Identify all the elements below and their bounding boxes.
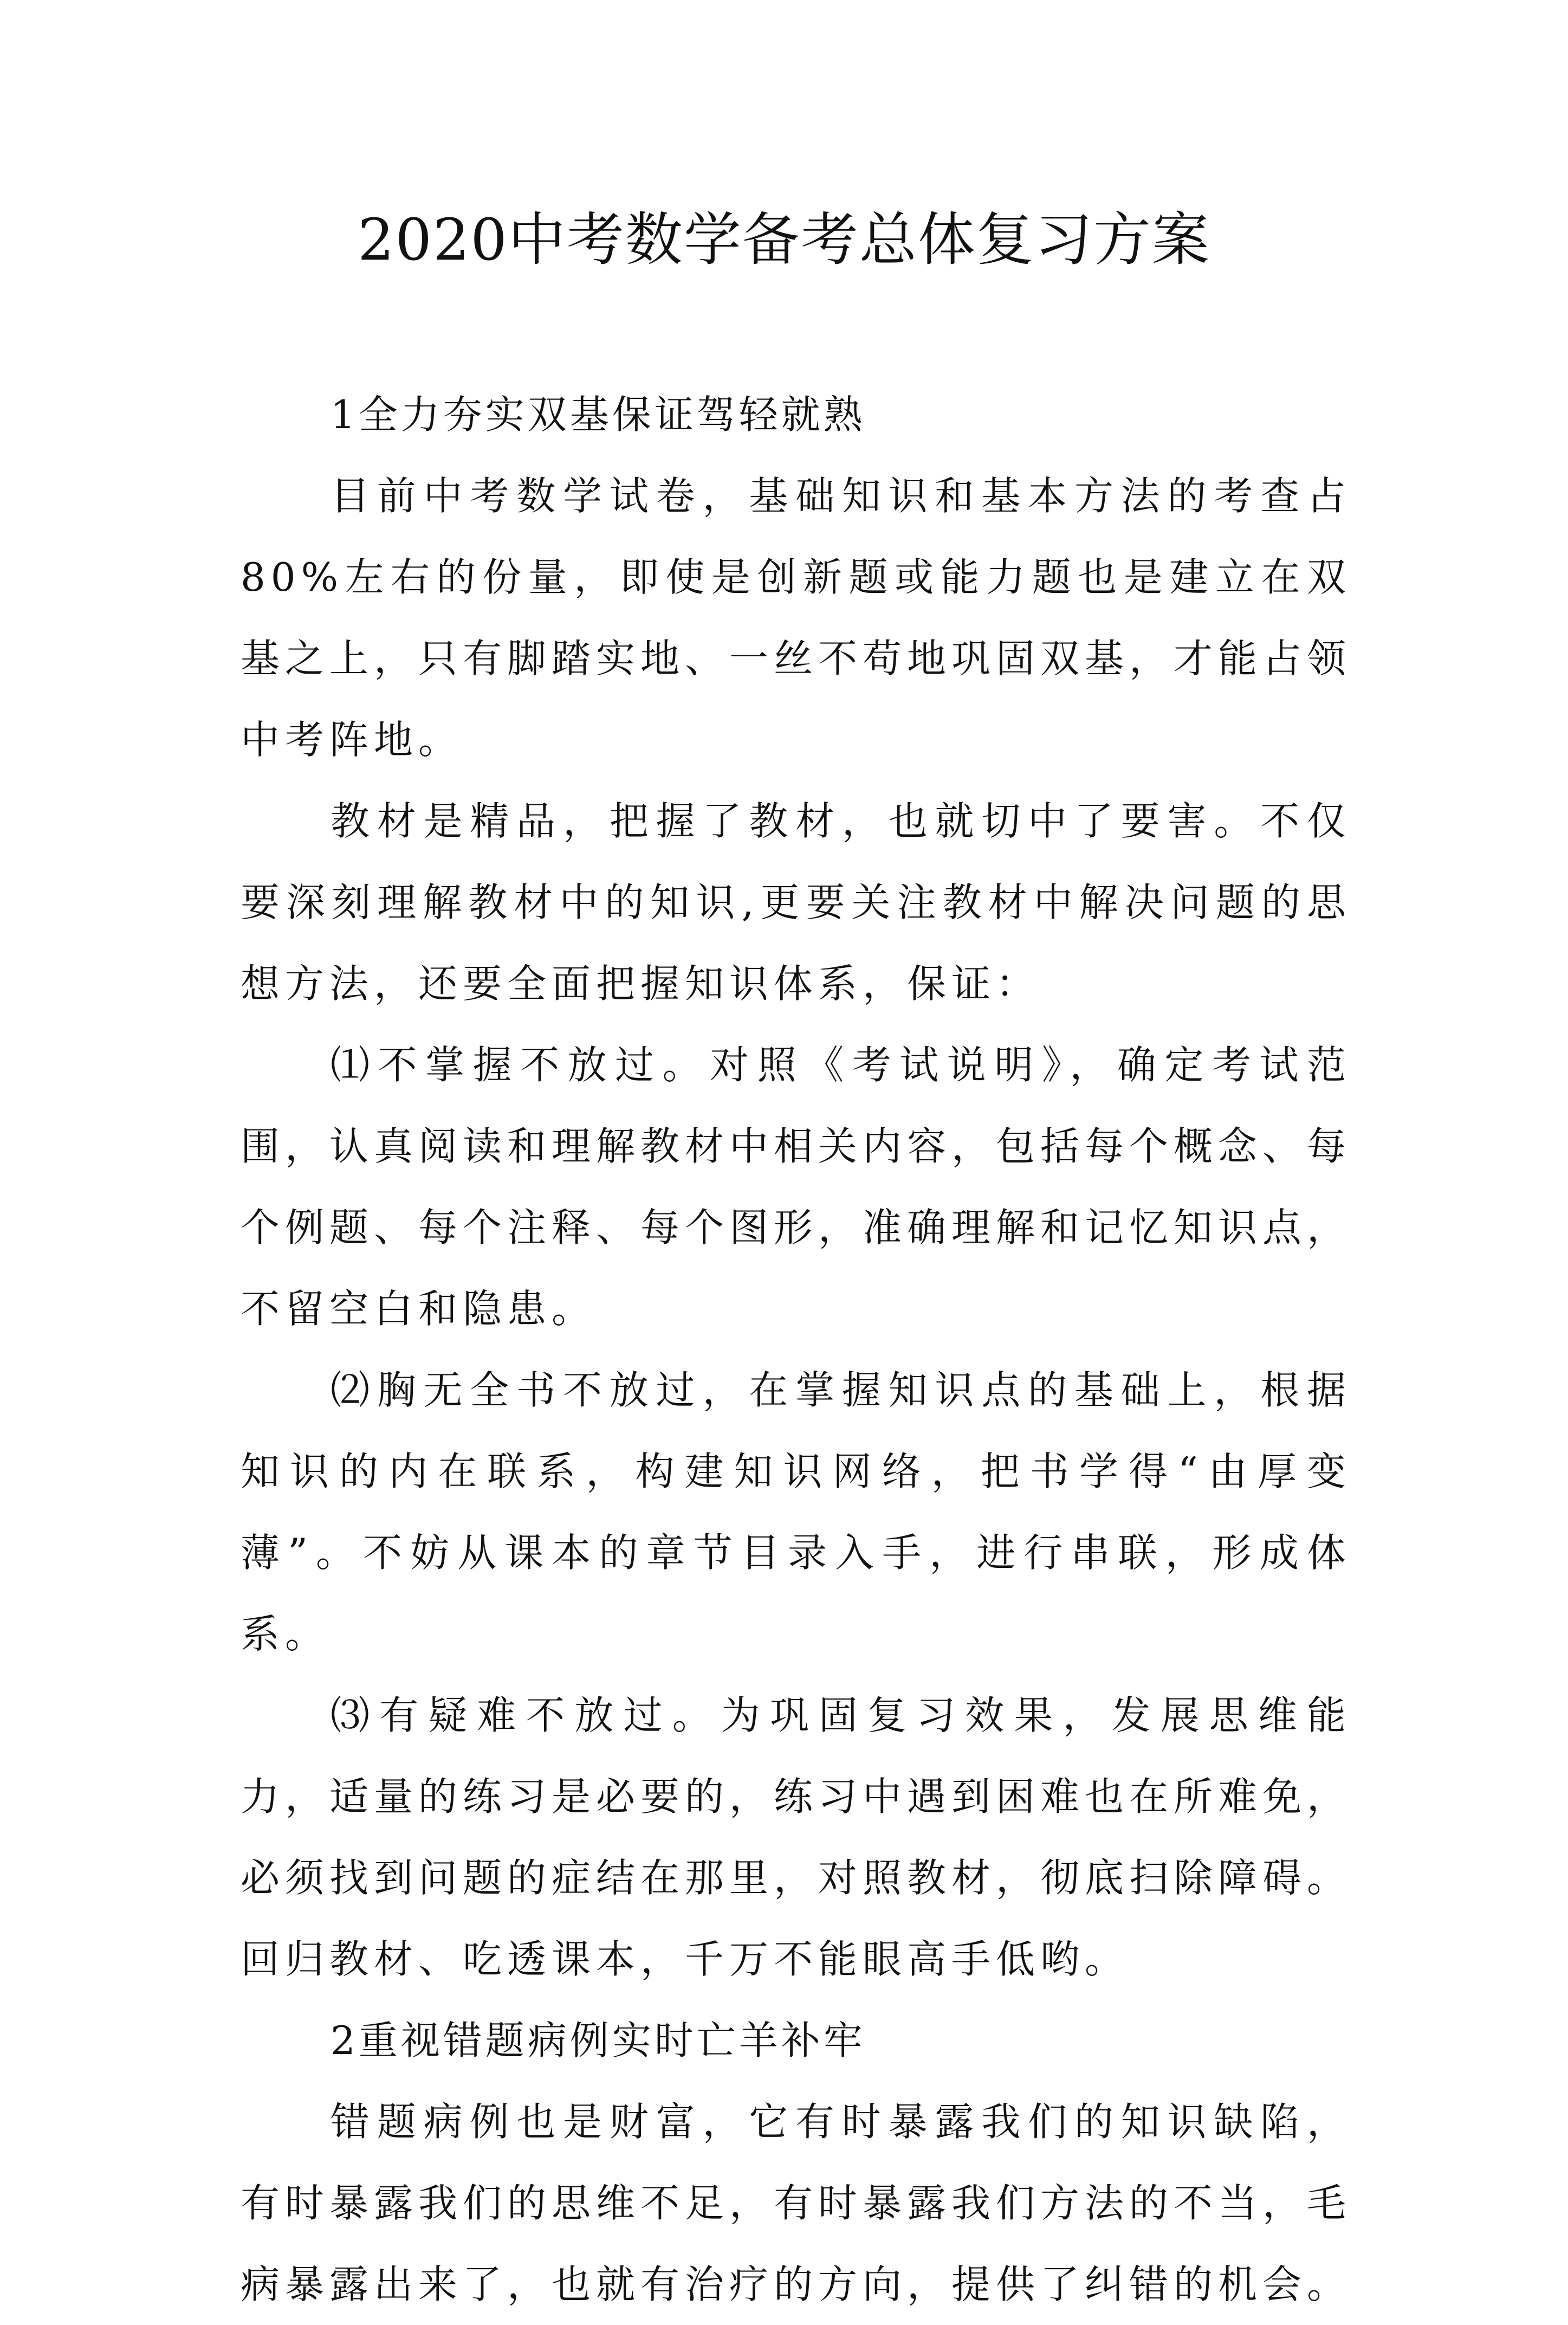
- document-body: [241, 374, 1351, 2325]
- document-title: 2020中考数学备考总体复习方案: [358, 206, 1210, 273]
- section-heading-2: 2重视错题病例实时亡羊补牢: [331, 2018, 866, 2063]
- paragraph-point-2: ⑵胸无全书不放过，在掌握知识点的基础上，根据知识的内在联系，构建知识网络，把书学得“由厚变薄”。不妨从课本的章节目录入手，进行串联，形成体系。: [241, 1367, 1351, 1657]
- paragraph-basics-share: 目前中考数学试卷，基础知识和基本方法的考查占80%左右的份量，即使是创新题或能力题也是建立在双基之上，只有脚踏实地、一丝不苟地巩固双基，才能占领中考阵地。: [241, 473, 1352, 763]
- paragraph-point-1: ⑴不掌握不放过。对照《考试说明》，确定考试范围，认真阅读和理解教材中相关内容，包括每个概念、每个例题、每个注释、每个图形，准确理解和记忆知识点，不留空白和隐患。: [241, 1042, 1352, 1332]
- paragraph-textbook: 教材是精品，把握了教材，也就切中了要害。不仅要深刻理解教材中的知识,更要关注教材中解决问题的思想方法，还要全面把握知识体系，保证：: [241, 798, 1351, 1006]
- paragraph-errors: 错题病例也是财富，它有时暴露我们的知识缺陷，有时暴露我们的思维不足，有时暴露我们方法的不当，毛病暴露出来了，也就有治疗的方向，提供了纠错的机会。: [241, 2099, 1352, 2307]
- section-heading-1: 1全力夯实双基保证驾轻就熟: [331, 392, 866, 437]
- paragraph-point-3: ⑶有疑难不放过。为巩固复习效果，发展思维能力，适量的练习是必要的，练习中遇到困难也在所难免，必须找到问题的症结在那里，对照教材，彻底扫除障碍。回归教材、吃透课本，千万不能眼高手低哟。: [241, 1693, 1352, 1982]
